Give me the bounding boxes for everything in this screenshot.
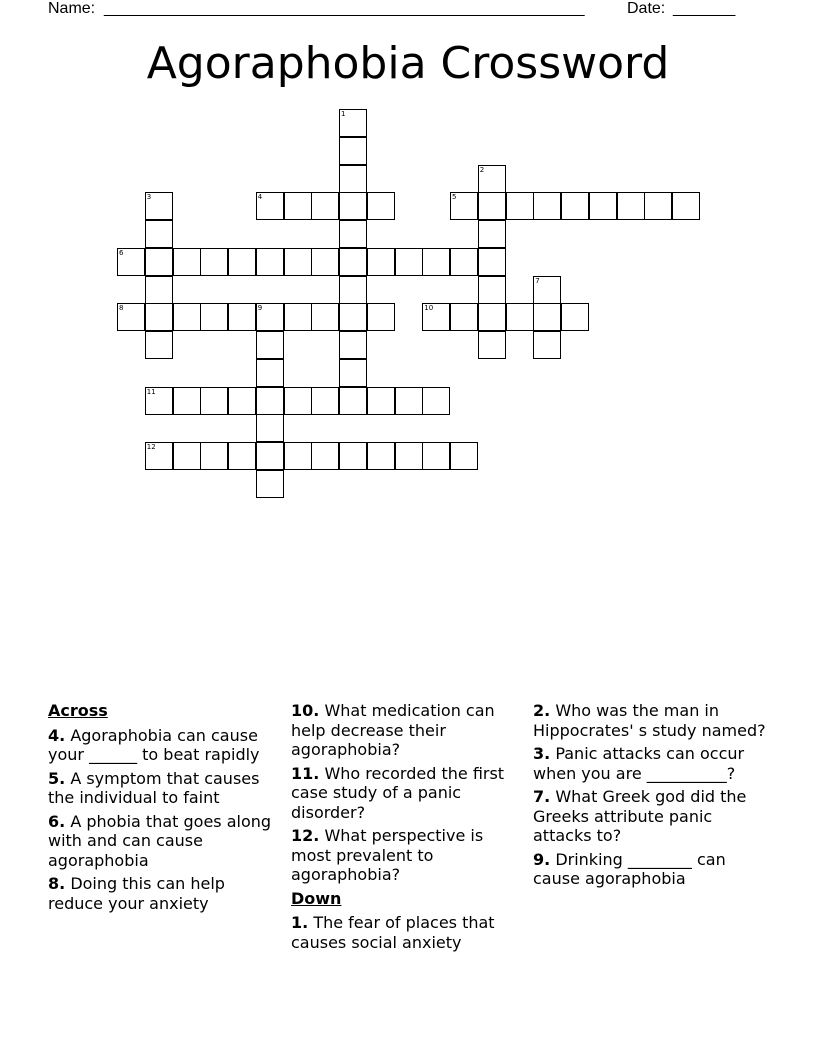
- clue-number: 4: [257, 193, 263, 202]
- grid-cell[interactable]: [339, 220, 367, 248]
- grid-cell[interactable]: [117, 248, 145, 276]
- grid-cell[interactable]: [533, 331, 561, 359]
- grid-cell[interactable]: [478, 276, 506, 304]
- crossword-grid: [0, 0, 816, 520]
- grid-cell[interactable]: [367, 303, 395, 331]
- clue-number: 12: [146, 443, 156, 451]
- grid-cell[interactable]: [117, 303, 145, 331]
- grid-cell[interactable]: [256, 387, 284, 415]
- grid-cell[interactable]: [506, 192, 534, 220]
- grid-cell[interactable]: [339, 192, 367, 220]
- clue-column-1: [48, 701, 284, 917]
- grid-cell[interactable]: [284, 192, 312, 220]
- grid-cell[interactable]: [311, 248, 339, 276]
- grid-cell[interactable]: [422, 248, 450, 276]
- grid-cell[interactable]: [200, 387, 228, 415]
- clue-column-3: [533, 701, 769, 893]
- grid-cell[interactable]: [200, 303, 228, 331]
- grid-cell[interactable]: [422, 387, 450, 415]
- grid-cell[interactable]: [478, 165, 506, 193]
- grid-cell[interactable]: [200, 248, 228, 276]
- grid-cell[interactable]: [339, 442, 367, 470]
- grid-cell[interactable]: [256, 192, 284, 220]
- grid-cell[interactable]: [533, 192, 561, 220]
- date-label: Date:: [627, 0, 666, 17]
- clue-across-10: 10. What medication can help decrease their agoraphobia?: [291, 701, 495, 759]
- clue-across-8: 8. Doing this can help reduce your anxiety: [48, 874, 225, 913]
- clue-number: 6: [119, 248, 124, 257]
- clue-column-2: [291, 701, 527, 956]
- clue-across-5: 5. A symptom that causes the individual to faint: [48, 768, 260, 807]
- grid-cell[interactable]: [339, 248, 367, 276]
- name-field[interactable]: ______________________________________________________: [104, 0, 585, 17]
- grid-cell[interactable]: [173, 387, 201, 415]
- grid-cell[interactable]: [228, 442, 256, 470]
- grid-cell[interactable]: [478, 220, 506, 248]
- grid-cell[interactable]: [311, 387, 339, 415]
- grid-cell[interactable]: [284, 248, 312, 276]
- grid-cell[interactable]: [367, 442, 395, 470]
- grid-cell[interactable]: [145, 303, 173, 331]
- grid-cell[interactable]: [672, 192, 700, 220]
- grid-cell[interactable]: [256, 331, 284, 359]
- grid-cell[interactable]: [367, 192, 395, 220]
- grid-cell[interactable]: [311, 303, 339, 331]
- clue-number: 10: [424, 304, 434, 313]
- down-heading: Down: [291, 888, 342, 908]
- grid-cell[interactable]: [311, 442, 339, 470]
- grid-cell[interactable]: [367, 387, 395, 415]
- clue-number: 2: [479, 165, 485, 174]
- grid-cell[interactable]: [228, 248, 256, 276]
- grid-cell[interactable]: [311, 192, 339, 220]
- grid-cell[interactable]: [173, 303, 201, 331]
- grid-cell[interactable]: [256, 442, 284, 470]
- grid-cell[interactable]: [173, 248, 201, 276]
- grid-cell[interactable]: [200, 442, 228, 470]
- grid-cell[interactable]: [339, 276, 367, 304]
- grid-cell[interactable]: [533, 276, 561, 304]
- grid-cell[interactable]: [339, 303, 367, 331]
- grid-cell[interactable]: [395, 248, 423, 276]
- grid-cell[interactable]: [589, 192, 617, 220]
- grid-cell[interactable]: [450, 192, 478, 220]
- grid-cell[interactable]: [422, 303, 450, 331]
- clue-number: 9: [257, 304, 263, 313]
- grid-cell[interactable]: [145, 276, 173, 304]
- clue-across-12: 12. What perspective is most prevalent to agoraphobia?: [291, 826, 484, 884]
- clue-down-1: 1. The fear of places that causes social anxiety: [291, 913, 495, 952]
- grid-cell[interactable]: [506, 303, 534, 331]
- grid-cell[interactable]: [228, 303, 256, 331]
- grid-cell[interactable]: [145, 331, 173, 359]
- grid-cell[interactable]: [422, 442, 450, 470]
- grid-cell[interactable]: [145, 248, 173, 276]
- clue-number: 7: [535, 276, 540, 285]
- grid-cell[interactable]: [256, 359, 284, 387]
- clue-number: 8: [119, 304, 124, 313]
- clue-down-2: 2. Who was the man in Hippocrates' s study named?: [533, 701, 766, 740]
- across-heading: Across: [48, 701, 108, 720]
- clue-across-6: 6. A phobia that goes along with and can cause agoraphobia: [48, 811, 272, 870]
- grid-cell[interactable]: [450, 248, 478, 276]
- page-title: Agoraphobia Crossword: [146, 38, 670, 89]
- grid-cell[interactable]: [145, 387, 173, 415]
- grid-cell[interactable]: [339, 165, 367, 193]
- grid-cell[interactable]: [478, 331, 506, 359]
- grid-cell[interactable]: [256, 248, 284, 276]
- grid-cell[interactable]: [478, 192, 506, 220]
- grid-cell[interactable]: [339, 109, 367, 137]
- grid-cell[interactable]: [145, 192, 173, 220]
- clue-down-3: 3. Panic attacks can occur when you are __________?: [533, 744, 745, 783]
- grid-cell[interactable]: [395, 442, 423, 470]
- grid-cell[interactable]: [145, 442, 173, 470]
- grid-cell[interactable]: [145, 220, 173, 248]
- grid-cell[interactable]: [284, 442, 312, 470]
- clue-number: 3: [146, 193, 152, 202]
- grid-cell[interactable]: [228, 387, 256, 415]
- grid-cell[interactable]: [339, 137, 367, 165]
- grid-cell[interactable]: [173, 442, 201, 470]
- grid-cell[interactable]: [256, 303, 284, 331]
- grid-cell[interactable]: [533, 303, 561, 331]
- grid-cell[interactable]: [617, 192, 645, 220]
- grid-cell[interactable]: [644, 192, 672, 220]
- grid-cell[interactable]: [450, 442, 478, 470]
- grid-cell[interactable]: [478, 303, 506, 331]
- clue-number: 5: [452, 193, 457, 202]
- grid-cell[interactable]: [256, 414, 284, 442]
- grid-cell[interactable]: [395, 387, 423, 415]
- grid-cell[interactable]: [284, 387, 312, 415]
- clue-down-7: 7. What Greek god did the Greeks attribute panic attacks to?: [533, 787, 747, 845]
- grid-cell[interactable]: [339, 387, 367, 415]
- grid-cell[interactable]: [339, 359, 367, 387]
- grid-cell[interactable]: [561, 303, 589, 331]
- grid-cell[interactable]: [478, 248, 506, 276]
- grid-cell[interactable]: [561, 192, 589, 220]
- date-field[interactable]: _______: [673, 0, 736, 17]
- grid-cell[interactable]: [450, 303, 478, 331]
- grid-cell[interactable]: [284, 303, 312, 331]
- clue-across-4: 4. Agoraphobia can cause your ______ to beat rapidly: [48, 725, 260, 764]
- clue-number: 1: [341, 110, 346, 118]
- grid-cell[interactable]: [256, 470, 284, 498]
- clue-across-11: 11. Who recorded the first case study of a panic disorder?: [291, 763, 505, 822]
- grid-cell[interactable]: [367, 248, 395, 276]
- grid-cell[interactable]: [339, 331, 367, 359]
- clue-down-9: 9. Drinking ________ can cause agoraphobia: [533, 849, 726, 888]
- name-label: Name:: [48, 0, 96, 17]
- clue-number: 11: [146, 387, 156, 396]
